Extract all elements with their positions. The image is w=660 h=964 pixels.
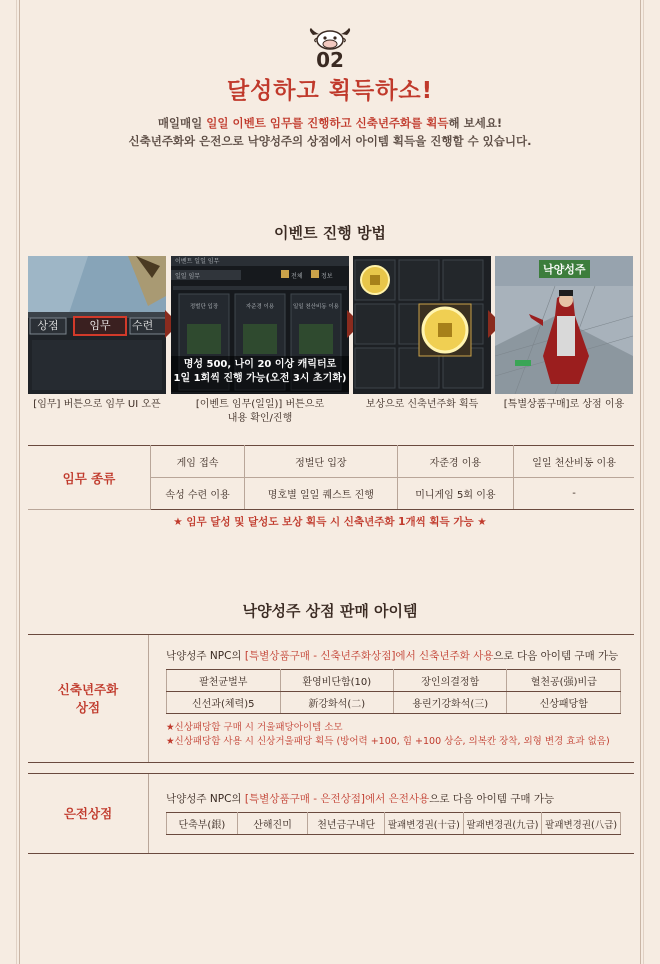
table-row <box>167 813 621 835</box>
item-cell: 新강화석(二) <box>280 692 394 714</box>
ui-label-info: 정보 <box>321 273 333 280</box>
step-1-screenshot <box>28 256 166 394</box>
step-2-caption-line-1: [이벤트 임무(일일)] 버튼으로 <box>195 399 325 410</box>
intro-highlight: 일일 이벤트 임무를 진행하고 신축년주화를 획득 <box>206 116 449 130</box>
tab-mission: 임무 <box>89 319 111 332</box>
coin-shop-note-2: ★신상패당함 사용 시 신상거울패당 획득 (방어력 +100, 힘 +100 상승, 의복칸 장착, 외형 변경 효과 없음) <box>166 736 610 747</box>
silver-shop-header: 은전상점 <box>28 774 149 853</box>
step-2-screenshot <box>171 256 349 394</box>
step-3-screenshot <box>353 256 491 394</box>
intro-line-1 <box>0 115 660 131</box>
step-number: 02 <box>316 48 344 72</box>
desc-text-end: 으로 다음 아이템 구매 가능 <box>429 793 555 805</box>
section-title-shop: 낙양성주 상점 판매 아이템 <box>242 602 418 620</box>
desc-text: 낙양성주 NPC의 <box>166 793 245 805</box>
ui-label-all: 전체 <box>291 273 303 280</box>
table-cell: 일일 천산비동 이용 <box>514 446 634 478</box>
table-cell: 정벌단 입장 <box>245 446 398 478</box>
ui-card-3: 일일 천산비동 이용 <box>292 304 339 310</box>
npc-name-label: 낙양성주 <box>539 260 590 278</box>
coin-shop-panel <box>28 634 634 763</box>
item-cell: 혈천공(强)비급 <box>507 670 621 692</box>
coin-shop-note-1: ★신상패당함 구매 시 거울패당아이템 소모 <box>166 722 343 733</box>
coin-shop-header-line-1: 신축년주화 <box>57 681 119 697</box>
step-3-caption: 보상으로 신축년주화 획득 <box>365 399 479 410</box>
item-cell: 팔괘변경권(十급) <box>385 813 464 835</box>
tab-training: 수련 <box>132 319 154 332</box>
item-cell: 팔괘변경권(九급) <box>463 813 542 835</box>
item-cell: 팔천균벌부 <box>167 670 281 692</box>
item-cell: 용린기강화석(三) <box>394 692 507 714</box>
step-2-caption-line-2: 내용 확인/진행 <box>227 413 293 424</box>
table-row <box>167 692 621 714</box>
desc-text-end: 으로 다음 아이템 구매 가능 <box>493 650 619 662</box>
page-title: 달성하고 획득하소! <box>226 78 434 104</box>
table-cell: 명호별 일일 퀘스트 진행 <box>245 478 398 510</box>
overlay-text-1: 명성 500, 나이 20 이상 캐릭터로 <box>183 359 337 370</box>
intro-text: 매일매일 <box>157 116 207 130</box>
mission-table-header: 임무 종류 <box>28 446 151 510</box>
item-cell: 장인의결정함 <box>394 670 507 692</box>
item-cell: 신상패당함 <box>507 692 621 714</box>
table-cell: 속성 수련 이용 <box>151 478 245 510</box>
coin-shop-items <box>166 669 621 714</box>
item-cell: 환영비단함(10) <box>280 670 394 692</box>
step-4-caption: [특별상품구매]로 상점 이용 <box>503 399 625 410</box>
intro-line-2: 신축년주화와 은전으로 낙양성주의 상점에서 아이템 획득을 진행할 수 있습니다. <box>128 134 532 148</box>
table-row <box>28 446 634 478</box>
table-row <box>167 670 621 692</box>
silver-shop-panel <box>28 773 634 854</box>
table-cell: 게임 접속 <box>151 446 245 478</box>
table-cell: 자준경 이용 <box>397 446 513 478</box>
mission-table <box>28 445 634 510</box>
tab-shop: 상점 <box>37 319 59 332</box>
silver-shop-desc <box>166 791 554 806</box>
item-cell: 신선과(체력)5 <box>167 692 281 714</box>
step-1-caption: [임무] 버튼으로 임무 UI 오픈 <box>33 399 161 410</box>
coin-shop-desc <box>166 648 618 663</box>
ui-card-1: 정벌단 입장 <box>189 304 219 310</box>
coin-shop-header-line-2: 상점 <box>75 699 101 715</box>
ui-window-title: 이벤트 일일 임무 <box>175 258 220 265</box>
mission-notice: ★ 임무 달성 및 달성도 보상 획득 시 신축년주화 1개씩 획득 가능 ★ <box>173 516 487 528</box>
desc-text: 낙양성주 NPC의 <box>166 650 245 662</box>
overlay-text-2: 1일 1회씩 진행 가능(오전 3시 초기화) <box>173 373 347 384</box>
ui-tab-daily: 일일 임무 <box>175 273 201 280</box>
table-cell: 미니게임 5회 이용 <box>397 478 513 510</box>
ui-card-2: 자준경 이용 <box>245 304 275 310</box>
item-cell: 천년금구내단 <box>308 813 385 835</box>
step-4-screenshot <box>495 256 633 394</box>
desc-highlight: [특별상품구매 - 은전상점]에서 은전사용 <box>244 793 430 805</box>
coin-shop-header <box>28 635 149 762</box>
table-cell: - <box>514 478 634 510</box>
intro-text-end: 해 보세요! <box>448 116 503 130</box>
step-2-caption <box>185 398 335 426</box>
section-title-howto: 이벤트 진행 방법 <box>274 224 386 242</box>
desc-highlight: [특별상품구매 - 신축년주화상점]에서 신축년주화 사용 <box>244 650 494 662</box>
silver-shop-items <box>166 812 621 835</box>
item-cell: 산해진미 <box>237 813 308 835</box>
item-cell: 단축부(銀) <box>167 813 238 835</box>
item-cell: 팔괘변경권(八급) <box>542 813 621 835</box>
